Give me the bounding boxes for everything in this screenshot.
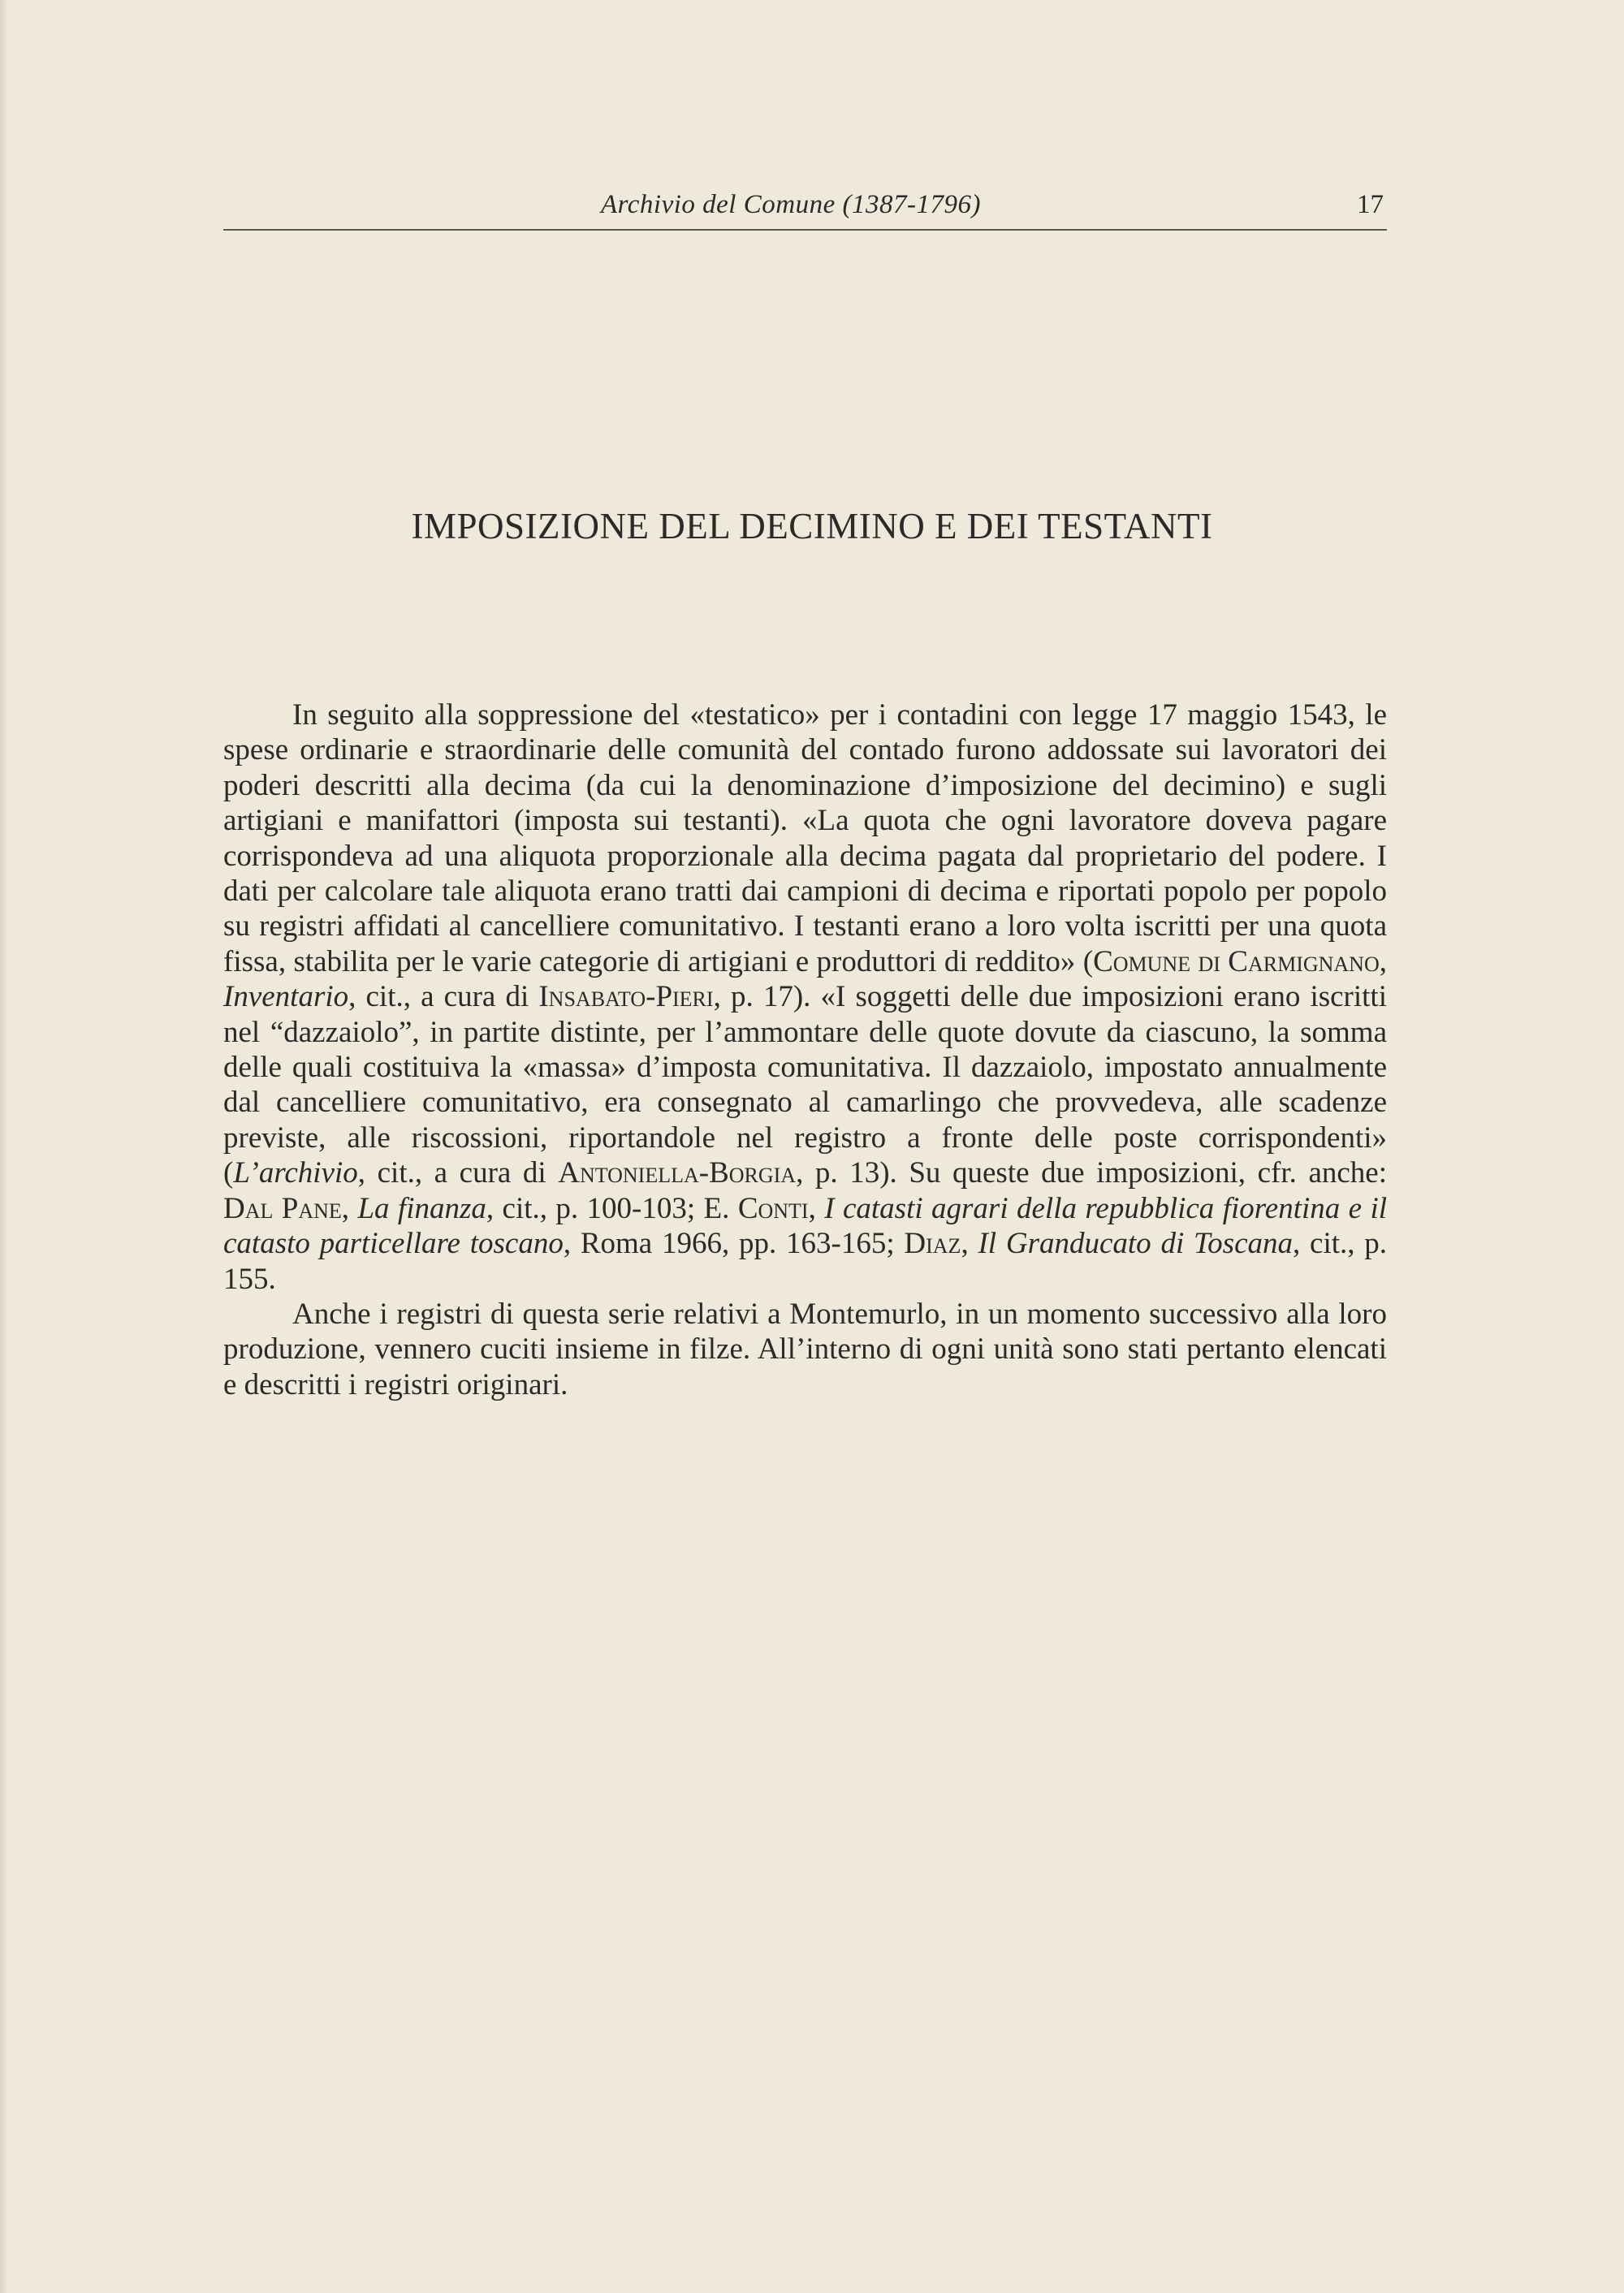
text-run: , xyxy=(961,1227,978,1261)
author-reference: Conti xyxy=(737,1191,809,1225)
work-title: L’archivio xyxy=(233,1156,358,1190)
author-reference: Comune di Carmignano xyxy=(1093,944,1380,978)
work-title: I catasti agrari della repubblica fiorentina e il catasto particellare toscano xyxy=(223,1191,1388,1261)
author-reference: Insabato-Pieri xyxy=(538,980,714,1014)
chapter-title: IMPOSIZIONE DEL DECIMINO E DEI TESTANTI xyxy=(411,506,1213,546)
author-reference: Diaz xyxy=(904,1227,961,1261)
work-title: Inventario xyxy=(223,980,349,1014)
text-run: , Roma 1966, pp. 163-165; xyxy=(563,1227,905,1261)
work-title: La finanza xyxy=(357,1191,486,1225)
text-run: , cit., p. 100-103; E. xyxy=(486,1191,738,1225)
text-run: In seguito alla soppressione del «testatico» per i contadini con legge 17 maggio 1543, le spese ordinarie e straordinarie delle comunità del contado furono addossate sui lavoratori dei poderi descritti alla decima (da cui la denominazione d’imposizione del decimino) e sugli artigiani e manifattori (imposta sui testanti). «La quota che ogni lavoratore doveva pagare corrispondeva ad una aliquota proporzionale alla decima pagata dal proprietario del podere. I dati per calcolare tale aliquota erano tratti dai campioni di decima e riportati popolo per popolo su registri affidati al cancelliere comunitativo. I testanti erano a loro volta iscritti per una quota fissa, stabilita per le varie categorie di artigiani e produttori di reddito» ( xyxy=(223,698,1387,978)
text-run: , xyxy=(808,1191,825,1225)
page-number: 17 xyxy=(1357,190,1384,219)
running-title: Archivio del Comune (1387-1796) xyxy=(601,190,981,219)
work-title: Il Granducato di Toscana xyxy=(978,1227,1293,1261)
text-run: , xyxy=(1379,944,1387,978)
paragraph-1 xyxy=(223,697,1387,1297)
text-run: , cit., a cura di xyxy=(357,1156,559,1190)
paragraph-2: Anche i registri di questa serie relativi a Montemurlo, in un momento successivo alla loro produzione, vennero cuciti insieme in filze. All’interno di ogni unità sono stati pertanto elencati e descritti i registri originari. xyxy=(223,1297,1387,1401)
author-reference: Antoniella-Borgia xyxy=(558,1156,797,1190)
text-run: , p. 13). Su queste due imposizioni, cfr. anche: xyxy=(796,1156,1387,1190)
text-run: , xyxy=(341,1191,358,1225)
running-head xyxy=(223,188,1387,231)
body-text xyxy=(223,697,1387,1402)
text-run: , p. 17). «I soggetti delle due imposizioni erano iscritti nel “dazzaiolo”, in partite distinte, per l’ammontare delle quote dovute da ciascuno, la somma delle quali costituiva la «massa» d’imposta comunitativa. Il dazzaiolo, impostato annualmente dal cancelliere comunitativo, era consegnato al camarlingo che provvedeva, alle scadenze previste, alle riscossioni, riportandole nel registro a fronte delle poste corrispondenti» ( xyxy=(223,980,1387,1190)
author-reference: Dal Pane xyxy=(223,1191,342,1225)
text-run: , cit., a cura di xyxy=(348,980,539,1014)
text-run: , cit., p. 155. xyxy=(223,1227,1388,1296)
page-edge xyxy=(0,0,8,2293)
